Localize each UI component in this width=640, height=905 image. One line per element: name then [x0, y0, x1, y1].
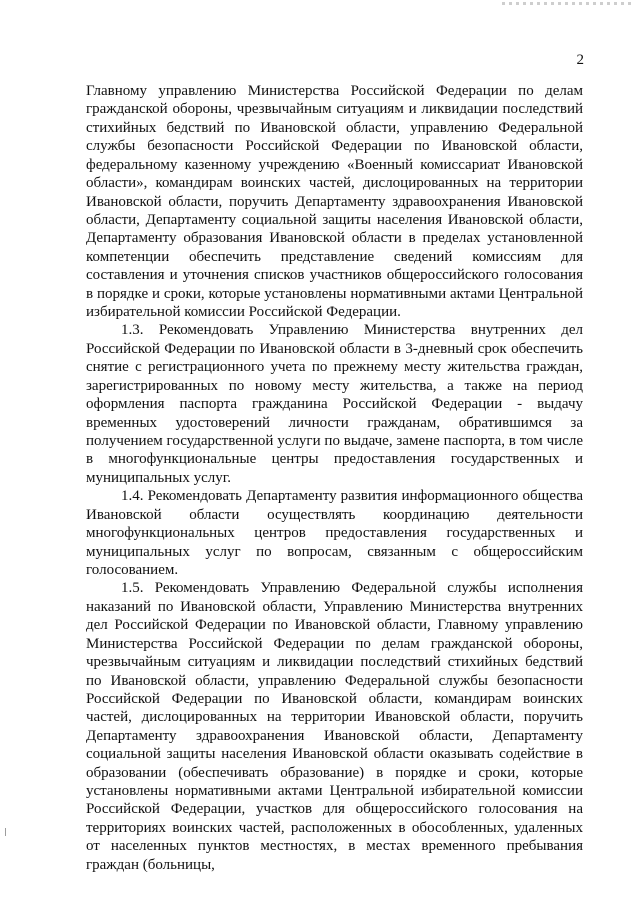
page-number: 2 [576, 52, 584, 68]
scan-artifact [502, 2, 632, 5]
scan-edge-mark [5, 828, 6, 836]
paragraph-1-4: 1.4. Рекомендовать Департаменту развития информационного общества Ивановской области осуществлять координацию деятельности многофункциональных центров предоставления государственных и муниципальных услуг по вопросам, связанным с общероссийским голосованием. [86, 488, 583, 578]
paragraph-continuation: Главному управлению Министерства Российской Федерации по делам гражданской обороны, чрезвычайным ситуациям и ликвидации последствий стихийных бедствий по Ивановской области, управлению Федеральной службы безопасности Российской Федерации по Ивановской области, федеральному казенному учреждению «Военный комиссариат Ивановской области», командирам воинских частей, дислоцированных на территории Ивановской области, поручить Департаменту здравоохранения Ивановской области, Департаменту социальной защиты населения Ивановской области, Департаменту образования Ивановской области в пределах установленной компетенции обеспечить представление сведений комиссиям для составления и уточнения списков участников общероссийского голосования в порядке и сроки, которые установлены нормативными актами Центральной избирательной комиссии Российской Федерации. [86, 83, 583, 321]
paragraph-1-3: 1.3. Рекомендовать Управлению Министерства внутренних дел Российской Федерации по Ивановской области в 3-дневный срок обеспечить снятие с регистрационного учета по прежнему месту жительства граждан, зарегистрированных по новому месту жительства, а также на период оформления паспорта гражданина Российской Федерации - выдачу временных удостоверений личности гражданам, обратившимся за получением государственной услуги по выдаче, замене паспорта, в том числе в многофункциональные центры предоставления государственных и муниципальных услуг. [86, 322, 583, 486]
document-body [86, 82, 583, 874]
paragraph-1-5: 1.5. Рекомендовать Управлению Федеральной службы исполнения наказаний по Ивановской области, Управлению Министерства внутренних дел Российской Федерации по Ивановской области, Главному управлению Министерства Российской Федерации по делам гражданской обороны, чрезвычайным ситуациям и ликвидации последствий стихийных бедствий по Ивановской области, управлению Федеральной службы безопасности Российской Федерации по Ивановской области, командирам воинских частей, дислоцированных на территории Ивановской области, поручить Департаменту здравоохранения Ивановской области, Департаменту социальной защиты населения Ивановской области оказывать содействие в образовании (обеспечивать образование) в порядке и сроки, которые установлены нормативными актами Центральной избирательной комиссии Российской Федерации, участков для общероссийского голосования на территориях воинских частей, расположенных в обособленных, удаленных от населенных пунктов местностях, в местах временного пребывания граждан (больницы, [86, 580, 583, 873]
